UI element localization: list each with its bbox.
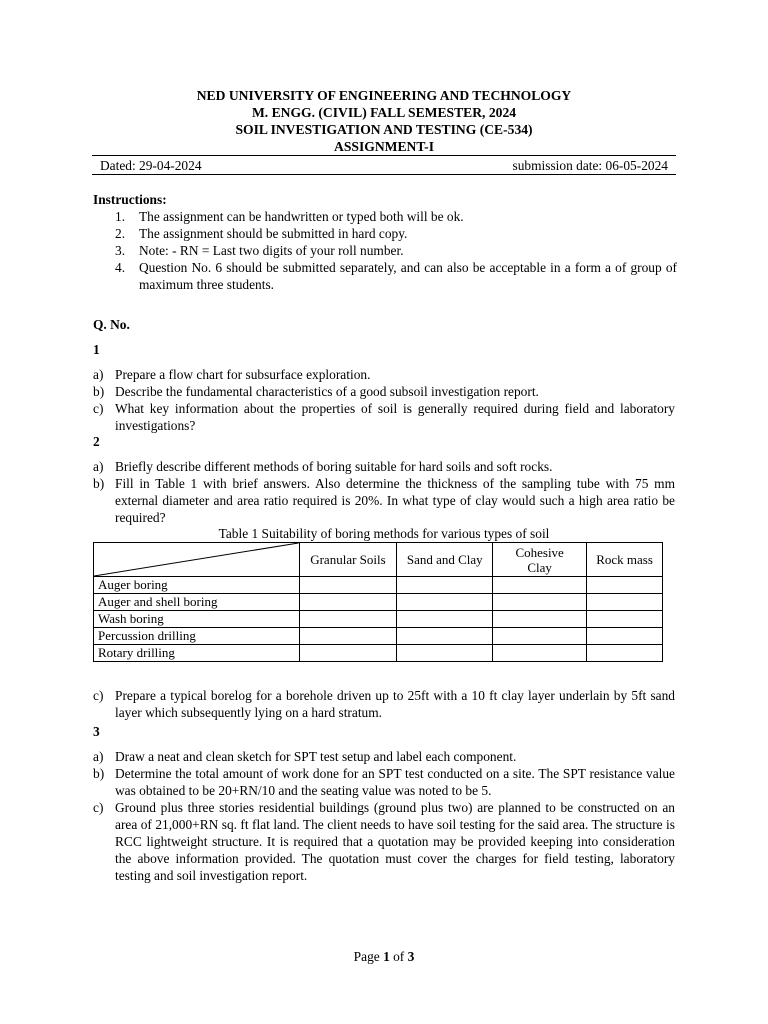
part-text: Fill in Table 1 with brief answers. Also determine the thickness of the sampling tube with 75 mm external diameter and area ratio required is 20%. In what type of clay would such a high area ratio be required? xyxy=(115,476,675,525)
question-part xyxy=(93,366,675,383)
part-label: a) xyxy=(93,749,104,764)
row-label: Auger and shell boring xyxy=(94,594,300,611)
answer-cell[interactable] xyxy=(299,594,397,611)
table-header-row xyxy=(94,543,663,577)
part-text: Briefly describe different methods of boring suitable for hard soils and soft rocks. xyxy=(115,459,553,474)
question-part xyxy=(93,748,675,765)
part-label: c) xyxy=(93,688,104,703)
instruction-item xyxy=(93,208,677,225)
answer-cell[interactable] xyxy=(397,645,493,662)
instruction-text: Note: - RN = Last two digits of your roll number. xyxy=(139,243,404,258)
dates-bar xyxy=(92,155,676,175)
row-label: Percussion drilling xyxy=(94,628,300,645)
column-header: Rock mass xyxy=(587,543,663,577)
table-corner-cell xyxy=(94,543,300,577)
course-title: SOIL INVESTIGATION AND TESTING (CE-534) xyxy=(235,122,533,137)
part-label: a) xyxy=(93,367,104,382)
instruction-number: 3. xyxy=(115,243,126,258)
document-header xyxy=(0,87,768,155)
answer-cell[interactable] xyxy=(493,611,587,628)
submission-date-text: submission date: 06-05-2024 xyxy=(512,158,668,173)
answer-cell[interactable] xyxy=(397,628,493,645)
question-3-parts xyxy=(93,748,675,884)
part-text: Prepare a flow chart for subsurface exploration. xyxy=(115,367,371,382)
instruction-number: 4. xyxy=(115,260,126,275)
part-label: c) xyxy=(93,401,104,416)
instruction-text: The assignment can be handwritten or typed both will be ok. xyxy=(139,209,464,224)
instruction-item xyxy=(93,259,677,293)
diagonal-line xyxy=(94,543,299,576)
part-label: a) xyxy=(93,459,104,474)
table-row xyxy=(94,594,663,611)
question-number-heading: Q. No. xyxy=(93,317,130,332)
question-part xyxy=(93,458,675,475)
instruction-item xyxy=(93,242,677,259)
column-header: Cohesive Clay xyxy=(493,543,587,577)
question-part xyxy=(93,765,675,799)
table-caption: Table 1 Suitability of boring methods for various types of soil xyxy=(218,526,550,541)
question-2-parts xyxy=(93,458,675,526)
answer-cell[interactable] xyxy=(587,594,663,611)
part-text: What key information about the properties of soil is generally required during field and laboratory investigations? xyxy=(115,401,675,433)
page-prefix: Page xyxy=(353,949,384,964)
part-label: b) xyxy=(93,384,105,399)
part-label: b) xyxy=(93,476,105,491)
part-text: Draw a neat and clean sketch for SPT test setup and label each component. xyxy=(115,749,517,764)
total-pages: 3 xyxy=(407,949,415,964)
answer-cell[interactable] xyxy=(587,577,663,594)
row-label: Rotary drilling xyxy=(94,645,300,662)
answer-cell[interactable] xyxy=(493,628,587,645)
part-text: Prepare a typical borelog for a borehole driven up to 25ft with a 10 ft clay layer underlain by 5ft sand layer which subsequently lying on a hard stratum. xyxy=(115,688,675,720)
current-page-number: 1 xyxy=(383,949,390,964)
instruction-number: 2. xyxy=(115,226,126,241)
question-part xyxy=(93,687,675,721)
answer-cell[interactable] xyxy=(493,577,587,594)
instructions-title: Instructions: xyxy=(93,192,167,207)
answer-cell[interactable] xyxy=(299,645,397,662)
question-1-parts xyxy=(93,366,675,434)
question-1-number: 1 xyxy=(93,342,100,357)
answer-cell[interactable] xyxy=(587,628,663,645)
table-row xyxy=(94,611,663,628)
answer-cell[interactable] xyxy=(299,611,397,628)
part-label: b) xyxy=(93,766,105,781)
question-part xyxy=(93,400,675,434)
table-row xyxy=(94,645,663,662)
boring-methods-table xyxy=(93,542,663,662)
column-header: Sand and Clay xyxy=(397,543,493,577)
row-label: Wash boring xyxy=(94,611,300,628)
answer-cell[interactable] xyxy=(299,628,397,645)
part-text: Describe the fundamental characteristics of a good subsoil investigation report. xyxy=(115,384,539,399)
page-of: of xyxy=(389,949,408,964)
instruction-text: The assignment should be submitted in hard copy. xyxy=(139,226,408,241)
instruction-text: Question No. 6 should be submitted separately, and can also be acceptable in a form a of group of maximum three students. xyxy=(139,260,677,292)
instructions-list xyxy=(93,208,677,293)
answer-cell[interactable] xyxy=(397,594,493,611)
answer-cell[interactable] xyxy=(299,577,397,594)
table-row xyxy=(94,577,663,594)
answer-cell[interactable] xyxy=(397,611,493,628)
answer-cell[interactable] xyxy=(493,645,587,662)
question-2-part-c xyxy=(93,687,675,721)
page-footer xyxy=(0,948,768,965)
question-3-number: 3 xyxy=(93,724,100,739)
dated-text: Dated: 29-04-2024 xyxy=(100,158,202,173)
answer-cell[interactable] xyxy=(587,645,663,662)
program-semester: M. ENGG. (CIVIL) FALL SEMESTER, 2024 xyxy=(251,105,517,120)
part-text: Determine the total amount of work done for an SPT test conducted on a site. The SPT resistance value was obtained to be 20+RN/10 and the seating value was noted to be 5. xyxy=(115,766,675,798)
part-label: c) xyxy=(93,800,104,815)
assignment-title: ASSIGNMENT-I xyxy=(334,139,434,154)
instruction-number: 1. xyxy=(115,209,126,224)
answer-cell[interactable] xyxy=(397,577,493,594)
university-name: NED UNIVERSITY OF ENGINEERING AND TECHNOLOGY xyxy=(196,88,572,103)
part-text: Ground plus three stories residential buildings (ground plus two) are planned to be constructed on an area of 21,000+RN sq. ft flat land. The client needs to have soil testing for the said area. The structure is RCC lightweight structure. It is required that a quotation may be provided keeping into consideration the above information provided. The quotation must cover the charges for field testing, laboratory testing and soil investigation report. xyxy=(115,800,675,883)
question-part xyxy=(93,799,675,884)
answer-cell[interactable] xyxy=(493,594,587,611)
question-part xyxy=(93,475,675,526)
row-label: Auger boring xyxy=(94,577,300,594)
question-2-number: 2 xyxy=(93,434,100,449)
column-header: Granular Soils xyxy=(299,543,397,577)
question-part xyxy=(93,383,675,400)
answer-cell[interactable] xyxy=(587,611,663,628)
table-row xyxy=(94,628,663,645)
instruction-item xyxy=(93,225,677,242)
